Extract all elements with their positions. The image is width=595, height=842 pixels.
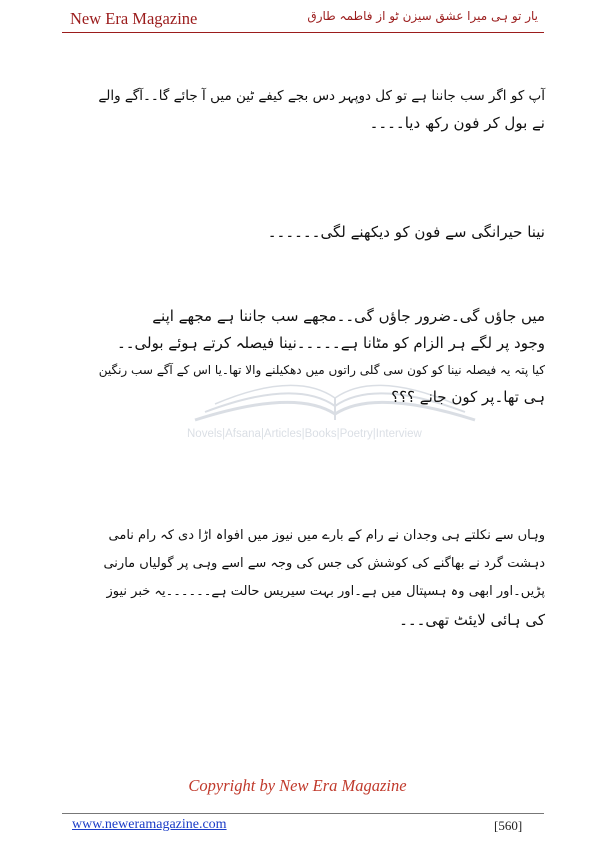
text-line: ہی تھا۔پر کون جانے ؟؟؟ — [391, 388, 545, 406]
text-line: نینا حیرانگی سے فون کو دیکھنے لگی۔۔۔۔۔۔ — [267, 223, 545, 241]
website-link[interactable]: www.neweramagazine.com — [72, 817, 227, 832]
page-header — [62, 6, 544, 33]
copyright-notice: Copyright by New Era Magazine — [188, 776, 407, 795]
paragraph-4 — [95, 522, 545, 634]
text-line: کی ہائی لایئٹ تھی۔۔۔ — [399, 611, 545, 629]
text-line: کیا پتہ یہ فیصلہ نینا کو کون سی گلی راتوں میں دھکیلنے والا تھا۔یا اس کے آگے سب رنگین — [98, 363, 545, 377]
text-line: پڑیں۔اور ابھی وہ ہسپتال میں ہے۔اور بہت سیریس حالت ہے۔۔۔۔۔۔یہ خبر نیوز — [106, 584, 545, 599]
page-number: [560] — [494, 818, 523, 833]
footer-divider — [62, 813, 544, 814]
text-line: آپ کو اگر سب جاننا ہے تو کل دوپہر دس بجے کیفے ٹین میں آ جائے گا۔۔آگے والے — [98, 88, 545, 104]
text-line: وجود پر لگے ہر الزام کو مٹانا ہے۔۔۔۔۔نینا فیصلہ کرتے ہوئے بولی۔۔ — [116, 334, 545, 352]
paragraph-2 — [95, 219, 545, 246]
magazine-name: New Era Magazine — [70, 9, 198, 28]
text-line: دہشت گرد نے بھاگنے کی کوشش کی جس کی وجہ سے اسے وہی پر گولیاں مارنی — [103, 556, 545, 571]
text-line: نے بول کر فون رکھ دیا۔۔۔۔ — [369, 114, 545, 132]
paragraph-1 — [95, 83, 545, 137]
novel-title: یار تو ہی میرا عشق سیزن ٹو از فاطمہ طارق — [307, 9, 538, 23]
text-line: وہاں سے نکلتے ہی وجدان نے رام کے بارے میں نیوز میں افواہ اڑا دی کہ رام نامی — [108, 528, 545, 543]
paragraph-3 — [95, 303, 545, 411]
watermark-text: Novels|Afsana|Articles|Books|Poetry|Interview — [187, 428, 422, 440]
text-line: میں جاؤں گی۔ضرور جاؤں گی۔۔مجھے سب جاننا ہے مجھے اپنے — [152, 307, 545, 325]
